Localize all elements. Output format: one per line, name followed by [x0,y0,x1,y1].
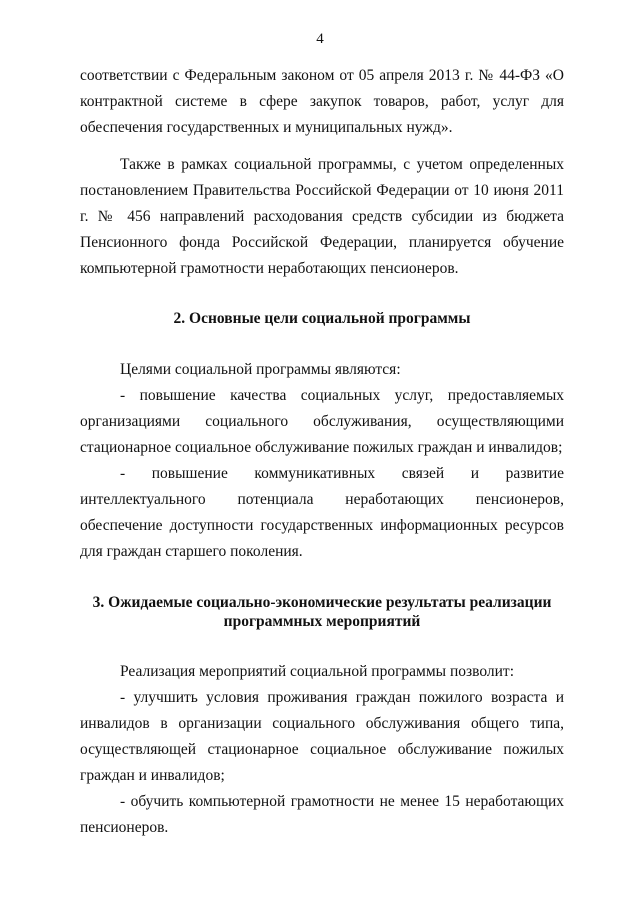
goal-item-communication: - повышение коммуникативных связей и развитие интеллектуального потенциала неработающих пенсионеров, обеспечение доступности государственных информационных ресурсов для граждан старшего поколения. [80,465,564,560]
section-heading-goals: 2. Основные цели социальной программы [173,310,471,327]
section-heading-expected-results-line2: программных мероприятий [223,613,421,630]
result-item-living-conditions: - улучшить условия проживания граждан пожилого возраста и инвалидов в организации социального обслуживания общего типа, осуществляющей стационарное социальное обслуживание пожилых граждан и инвалидов; [80,689,564,784]
paragraph-computer-literacy-training: Также в рамках социальной программы, с учетом определенных постановлением Правительства Российской Федерации от 10 июня 2011 г. № 456 направлений расходования средств субсидии из бюджета Пенсионного фонда Российской Федерации, планируется обучение компьютерной грамотности неработающих пенсионеров. [80,156,564,277]
section-heading-expected-results-line1: 3. Ожидаемые социально-экономические результаты реализации [92,594,552,611]
goals-intro: Целями социальной программы являются: [120,361,401,378]
results-intro: Реализация мероприятий социальной программы позволит: [120,663,515,680]
page-number: 4 [316,31,324,47]
goal-item-service-quality: - повышение качества социальных услуг, предоставляемых организациями социального обслуживания, осуществляющими стационарное социальное обслуживание пожилых граждан и инвалидов; [80,387,564,456]
paragraph-contract-system: соответствии с Федеральным законом от 05 апреля 2013 г. № 44-ФЗ «О контрактной системе в сфере закупок товаров, работ, услуг для обеспечения государственных и муниципальных нужд». [80,67,564,136]
document-body [80,63,564,841]
result-item-computer-training: - обучить компьютерной грамотности не менее 15 неработающих пенсионеров. [80,793,564,836]
section-heading-expected-results [80,593,564,631]
